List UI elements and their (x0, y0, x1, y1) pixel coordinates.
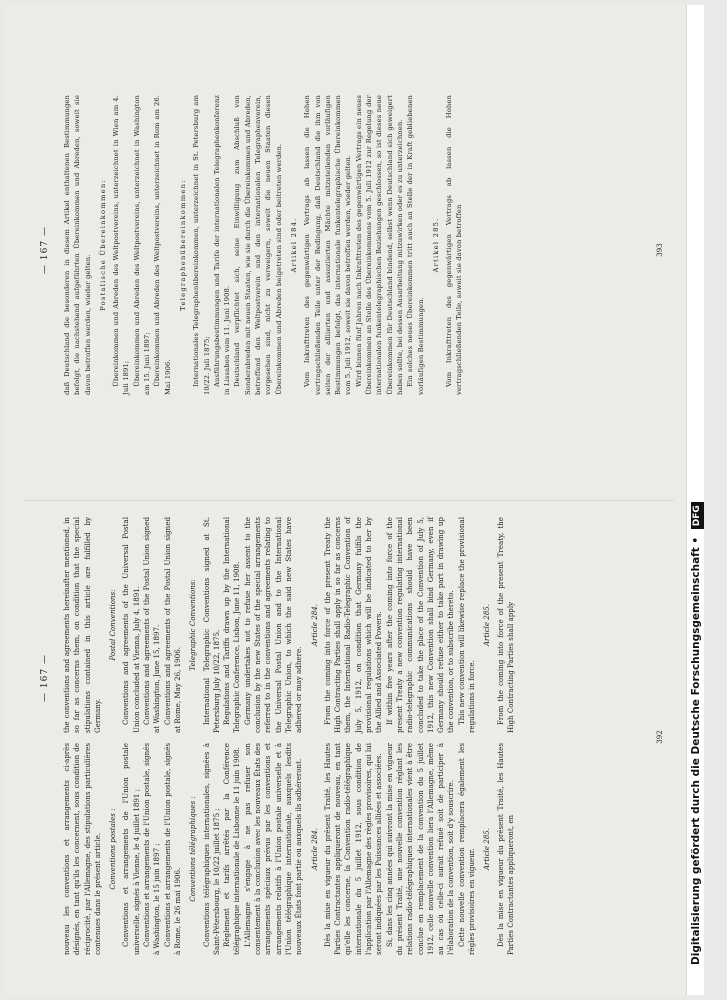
paragraph: Internationales Telegraphenübereinkommen, unterzeichnet in St. Petersburg am 10/22. Juli 1875; (192, 95, 211, 395)
section-heading: Article 285. (482, 827, 492, 871)
paragraph: Übereinkommen und Abreden des Weltpostvereins, unterzeichnet in Rom am 26. Mai 1906. (153, 95, 172, 395)
footer-credit-text: Digitalisierung gefördert durch die Deutsche Forschungsgemeinschaft • (690, 536, 702, 965)
paragraph: daß Deutschland die besonderen in diesem Artikel enthaltenen Bestimmungen befolgt, die nachstehend aufgeführten Übereinkommen und Abreden, soweit sie davon betroffen werden, wieder gelten. (63, 95, 92, 395)
section-heading: Telegraphic Conventions: (188, 579, 198, 671)
paragraph: If within five years after the coming into force of the present Treaty a new convention regulating international radio-telegraphic communications should have been concluded to take the place of the Convention of July 5, 1912, this new Convention shall bind Germany, even if Germany should refuse either to take part in drawing up the convention, or to subscribe thereto. (384, 517, 456, 733)
section-heading: Postal Conventions: (108, 589, 118, 661)
section-heading: Article 284. (309, 827, 319, 871)
section-heading: Telegraphenübereinkommen: (178, 179, 187, 311)
paragraph: Übereinkommen und Abreden des Weltpostvereins, unterzeichnet in Wien am 4. Juli 1891; (112, 95, 131, 395)
paragraph: Conventions et arrangements de l'Union postale, signés à Rome, le 26 mai 1906. (162, 743, 182, 955)
paragraph: Cette nouvelle convention remplacera également les règles provisoires en vigueur. (456, 743, 476, 955)
paragraph: Conventions and agreements of the Universal Postal Union concluded at Vienna, July 4, 1891. (121, 517, 141, 733)
paragraph: Wird binnen fünf Jahren nach Inkrafttreten des gegenwärtigen Vertrags ein neues Übereinkommen an Stelle des Übereinkommens vom 5. Juli 1912 zur Regelung der internationalen funkentelegraphischen Beziehungen geschlossen, so ist dieses neue Übereinkommen für Deutschland bindend, selbst wenn Deutschland sich geweigert haben sollte, bei dessen Ausarbeitung mitzuwirken oder es zu unterzeichnen. (354, 95, 404, 395)
paragraph: nouveau les conventions et arrangements ci-après désignés, en tant qu'ils les concernent, sous condition de réciprocité, par l'Allemagne, des stipulations particulières contenues dans le présent article. (62, 743, 102, 955)
paragraph: Conventions et arrangements de l'Union postale, signés à Washington, le 15 juin 1897 ; (142, 743, 162, 955)
paragraph: Conventions and agreements of the Postal Union signed at Washington, June 15, 1897. (142, 517, 162, 733)
right-page-number: 393 (656, 243, 664, 257)
paragraph: Conventions télégraphiques internationales, signées à Saint-Pétersbourg, le 10/22 juillet 1875 ; (201, 743, 221, 955)
paragraph: the conventions and agreements hereinafter mentioned, in so far as concerns them, on condition that the special stipulations contained in this article are fulfilled by Germany. (62, 517, 102, 733)
section-heading: Conventions télégraphiques : (188, 796, 198, 902)
section-heading: Artikel 284. (289, 217, 298, 273)
german-text-column (62, 95, 465, 395)
paragraph: Dès la mise en vigueur du présent Traité, les Hautes Parties Contractantes appliqueront, en (495, 743, 515, 955)
paragraph: Ausführungsbestimmungen und Tarife der internationalen Telegraphenkonferenz in Lissabon vom 11. Juni 1908. (212, 95, 232, 395)
paragraph: Deutschland verpflichtet sich, seine Einwilligung zum Abschluß von Sonderabreden mit neuen Staaten, wie sie durch die Übereinkommen und Abreden, betreffend den Weltpostverein und den internationalen Telegraphenverein, vorgesehen sind, nicht zu verweigern, soweit die neuen Staaten diesen Übereinkommen und Abreden beigetreten sind oder beitreten werden. (233, 95, 283, 395)
english-text-column (62, 517, 516, 733)
dfg-logo: DFG (691, 502, 704, 529)
paragraph: Conventions et arrangements de l'Union postale universelle, signés à Vienne, le 4 juillet 1891 ; (121, 743, 141, 955)
paragraph: Vom Inkrafttreten des gegenwärtigen Vertrags ab lassen die Hohen vertragschließenden Teile unter der Bedingung, daß Deutschland die ihm von seiten der alliierten und assoziierten Mächte mitzuteilenden vorläufigen Bestimmungen befolgt, das internationale funkentelegraphische Übereinkommen vom 5. Juli 1912, soweit sie davon betroffen werden, wieder gelten. (303, 95, 353, 395)
paragraph: International Telegraphic Conventions signed at St. Petersburg July 10/22, 1875. (201, 517, 221, 733)
right-page-header: — 167 — (40, 226, 50, 274)
paragraph: Regulations and Tariffs drawn up by the International Telegraphic Conference, Lisbon, June 11, 1908. (222, 517, 242, 733)
paragraph: Übereinkommen und Abreden des Weltpostvereins, unterzeichnet in Washington am 15. Juni 1897; (132, 95, 152, 395)
section-heading: Article 284. (309, 603, 319, 647)
paragraph: From the coming into force of the present Treaty, the High Contracting Parties shall apply (495, 517, 515, 733)
paragraph: Si, dans les cinq années qui suivront la mise en vigueur du présent Traité, une nouvelle convention réglant les relations radio-télégraphiques internationales vient à être conclue en remplacement de la convention du 5 juillet 1912, celle nouvelle convention liera l'Allemagne, même au cas où celle-ci aurait refusé soit de participer à l'élaboration de la convention, soit d'y souscrire. (384, 743, 456, 955)
section-heading: Conventions postales : (108, 808, 118, 890)
page-spine (24, 499, 674, 501)
french-text-column (62, 743, 516, 955)
paragraph: Ein solches neues Übereinkommen tritt auch an Stelle der in Kraft gebliebenen vorläufigen Bestimmungen. (406, 95, 425, 395)
paragraph: This new convention will likewise replace the provisional regulations in force. (456, 517, 476, 733)
section-heading: Artikel 285. (431, 217, 440, 273)
paragraph: Vom Inkrafttreten des gegenwärtigen Vertrags ab lassen die Hohen vertragschließenden Teile, soweit sie davon betroffen (445, 95, 464, 395)
paragraph: Germany undertakes not to refuse her assent to the conclusion by the new States of the special arrangements referred to in the conventions and agreements relating to the Universal Postal Union and to the International Telegraphic Union, to which the said new States have adhered or may adhere. (242, 517, 304, 733)
section-heading: Postalische Übereinkommen: (98, 179, 107, 311)
paragraph: Règlement et tarifs arrêtés par la Conférence télégraphique internationale de Lisbonne le 11 juin 1908. (222, 743, 242, 955)
digitization-credit-footer (686, 5, 704, 995)
scanned-document-page (4, 5, 704, 995)
left-page-header: — 167 — (40, 654, 50, 702)
paragraph: Dès la mise en vigueur du présent Traité, les Hautes Parties Contractantes appliqueront de nouveau, en tant qu'elle les concerne, la Convention radio-télégraphique internationale du 5 juillet 1912, sous condition de l'application par l'Allemagne des règles provisoires, qui lui seront indiquées par les Puissances alliées et associées. (322, 743, 384, 955)
paragraph: L'Allemagne s'engage à ne pas refuser son consentement à la conclusion avec les nouveaux États des arrangements spéciaux prévus par les conventions et arrangements relatifs à l'Union postale universelle et à l'Union télégraphique internationale, auxquels lesdits nouveaux États font partie ou auxquels ils adhéreront. (242, 743, 304, 955)
section-heading: Article 285. (482, 603, 492, 647)
paragraph: From the coming into force of the present Treaty the High Contracting Parties shall apply in so far as concerns them, the International Radio-Telegraphic Convention of July 5, 1912, on condition that Germany fulfils the provisional regulations which will be indicated to her by the Allied and Associated Powers. (322, 517, 384, 733)
paragraph: Conventions and agreements of the Postal Union signed at Rome, May 26, 1906. (162, 517, 182, 733)
left-page-number: 392 (656, 730, 664, 744)
